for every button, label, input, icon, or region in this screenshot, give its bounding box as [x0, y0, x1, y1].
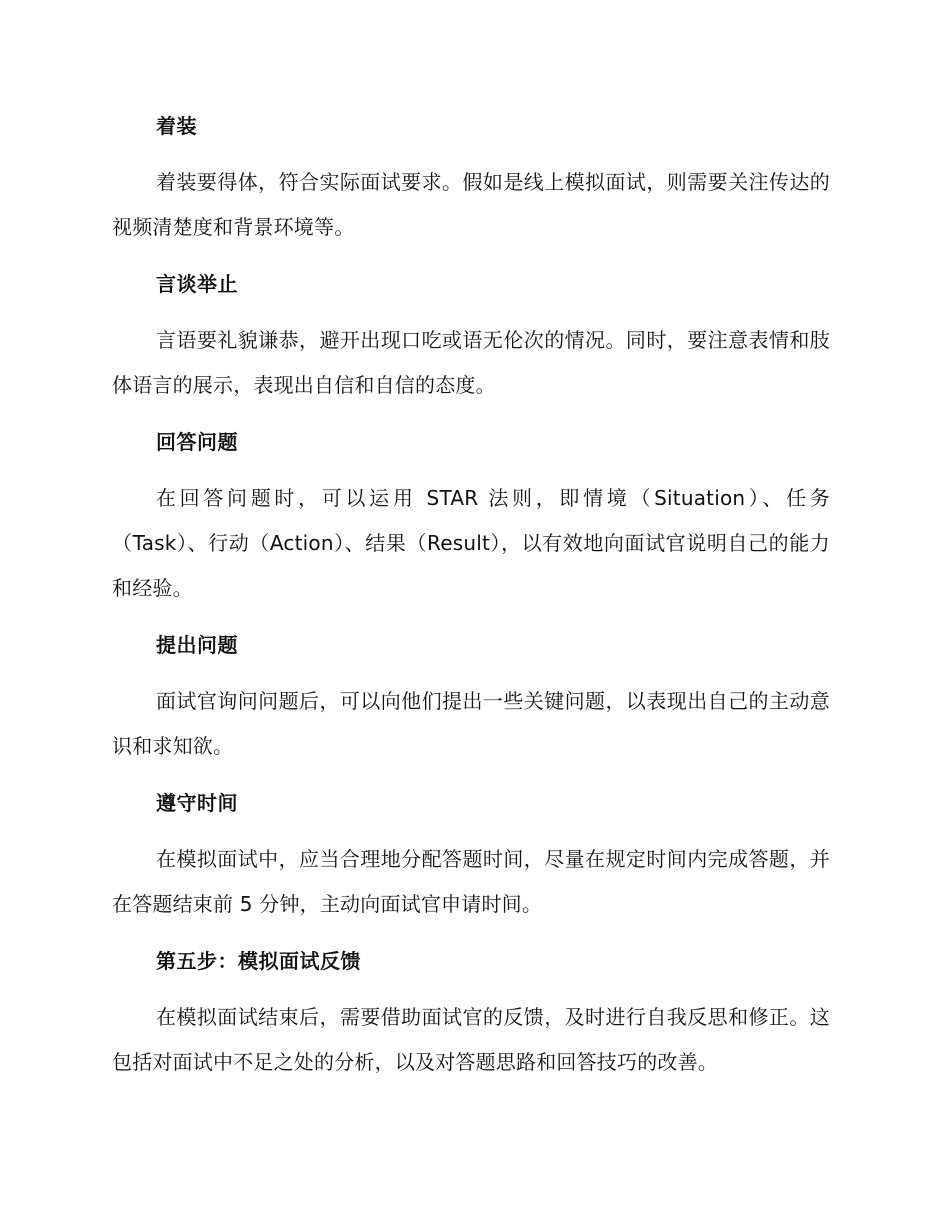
- section-heading: 言谈举止: [156, 272, 238, 296]
- section-attire: [112, 111, 830, 250]
- document-content: [112, 111, 830, 1104]
- section-manner: [112, 269, 830, 408]
- section-paragraph: 着装要得体，符合实际面试要求。假如是线上模拟面试，则需要关注传达的视频清楚度和背景环境等。: [112, 170, 830, 239]
- section-paragraph: 在模拟面试中，应当合理地分配答题时间，尽量在规定时间内完成答题，并在答题结束前 5 分钟，主动向面试官申请时间。: [112, 847, 830, 916]
- section-paragraph: 言语要礼貌谦恭，避开出现口吃或语无伦次的情况。同时，要注意表情和肢体语言的展示，表现出自信和自信的态度。: [112, 328, 830, 397]
- section-timing: [112, 788, 830, 927]
- section-answering: [112, 427, 830, 611]
- section-heading: 回答问题: [156, 430, 238, 454]
- section-asking: [112, 630, 830, 769]
- section-feedback: [112, 946, 830, 1085]
- section-heading: 第五步：模拟面试反馈: [156, 949, 361, 973]
- section-paragraph: 在回答问题时，可以运用 STAR 法则，即情境（Situation）、任务（Task）、行动（Action）、结果（Result），以有效地向面试官说明自己的能力和经验。: [112, 486, 830, 600]
- section-heading: 着装: [156, 114, 197, 138]
- section-paragraph: 在模拟面试结束后，需要借助面试官的反馈，及时进行自我反思和修正。这包括对面试中不足之处的分析，以及对答题思路和回答技巧的改善。: [112, 1005, 830, 1074]
- section-heading: 提出问题: [156, 633, 238, 657]
- section-heading: 遵守时间: [156, 791, 238, 815]
- section-paragraph: 面试官询问问题后，可以向他们提出一些关键问题，以表现出自己的主动意识和求知欲。: [112, 689, 830, 758]
